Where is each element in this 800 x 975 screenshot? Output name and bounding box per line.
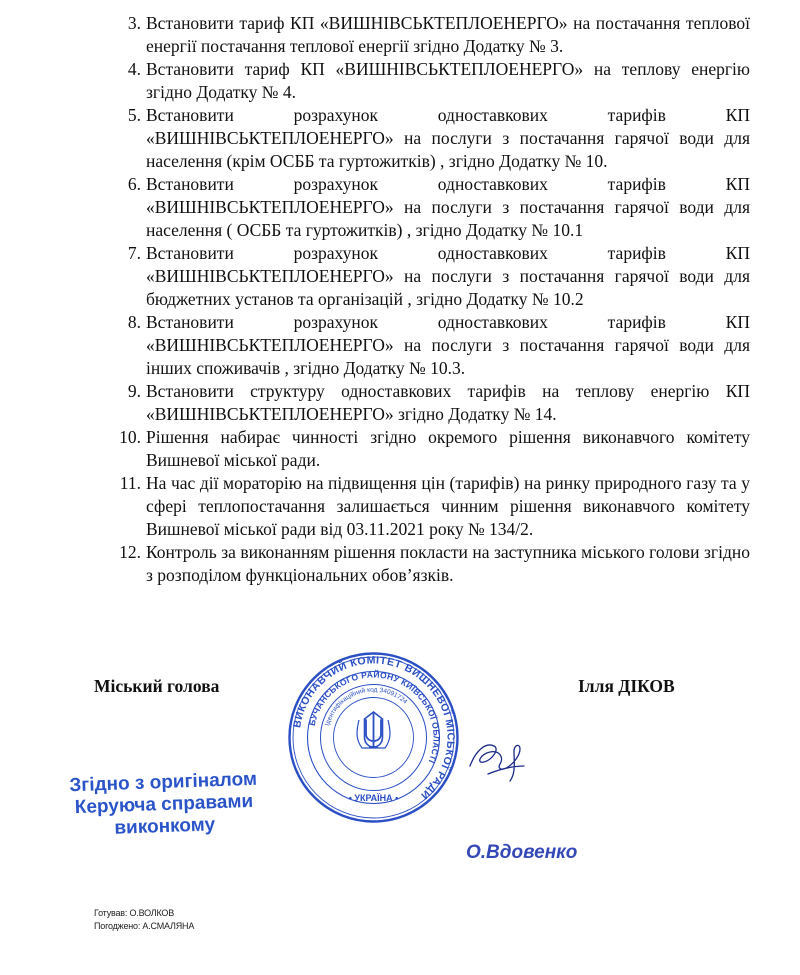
item-text: На час дії мораторію на підвищення цін (тарифів) на ринку природного газу та у сфері теплопостачання залишається чинним рішення виконавчого комітету Вишневої міської ради від 03.11.2021 року № 134/2.	[146, 473, 750, 539]
list-item	[110, 311, 750, 380]
signatory-role: Міський голова	[94, 676, 220, 696]
item-number: 12.	[119, 542, 141, 562]
list-item	[110, 58, 750, 104]
item-text: Контроль за виконанням рішення покласти на заступника міського голови згідно з розподілом функціональних обов’язків.	[146, 542, 750, 585]
item-text: Встановити розрахунок одноставкових тарифів КП «ВИШНІВСЬКТЕПЛОЕНЕРГО» на послуги з постачання гарячої води для населення (крім ОСББ та гуртожитків) , згідно Додатку № 10.	[146, 105, 750, 171]
seal-bottom-text: • УКРАЇНА •	[348, 793, 399, 803]
item-number: 7.	[127, 243, 141, 263]
item-text: Встановити розрахунок одноставкових тарифів КП «ВИШНІВСЬКТЕПЛОЕНЕРГО» на послуги з постачання гарячої води для бюджетних установ та організацій , згідно Додатку № 10.2	[146, 243, 750, 309]
agreed-by: Погоджено: А.СМАЛЯНА	[94, 921, 195, 931]
certifier-name: О.Вдовенко	[466, 842, 578, 863]
prepared-by: Готував: О.ВОЛКОВ	[94, 908, 175, 918]
list-item	[110, 242, 750, 311]
seal-outer-text: ВИКОНАВЧИЙ КОМІТЕТ ВИШНЕВОЇ МІСЬКОЇ РАДИ	[291, 654, 457, 802]
list-item	[110, 426, 750, 472]
list-item	[110, 173, 750, 242]
signatory-name: Ілля ДІКОВ	[578, 676, 675, 696]
list-item	[110, 472, 750, 541]
list-item	[110, 380, 750, 426]
certified-copy-stamp	[63, 769, 265, 842]
item-number: 9.	[127, 381, 141, 401]
tryzub-icon	[357, 712, 390, 748]
item-text: Встановити тариф КП «ВИШНІВСЬКТЕПЛОЕНЕРГО» на постачання теплової енергії постачання теплової енергії згідно Додатку № 3.	[146, 13, 750, 56]
footer-notes	[94, 907, 194, 933]
numbered-list	[110, 12, 750, 587]
copy-stamp-line: Керуюча справами	[74, 790, 254, 819]
list-item	[110, 541, 750, 587]
list-item	[110, 12, 750, 58]
item-number: 10.	[119, 427, 141, 447]
item-number: 6.	[127, 174, 141, 194]
item-text: Встановити структуру одноставкових тарифів на теплову енергію КП «ВИШНІВСЬКТЕПЛОЕНЕРГО» згідно Додатку № 14.	[146, 381, 750, 424]
item-number: 5.	[127, 105, 141, 125]
copy-stamp-line: Згідно з оригіналом	[69, 768, 258, 797]
list-item	[110, 104, 750, 173]
seal-inner-text: Ідентифікаційний код 34091724	[324, 686, 409, 727]
item-number: 4.	[127, 59, 141, 79]
item-text: Встановити розрахунок одноставкових тарифів КП «ВИШНІВСЬКТЕПЛОЕНЕРГО» на послуги з постачання гарячої води для інших споживачів , згідно Додатку № 10.3.	[146, 312, 750, 378]
item-text: Встановити тариф КП «ВИШНІВСЬКТЕПЛОЕНЕРГО» на теплову енергію згідно Додатку № 4.	[146, 59, 750, 102]
item-number: 3.	[127, 13, 141, 33]
item-text: Рішення набирає чинності згідно окремого рішення виконавчого комітету Вишневої міської ради.	[146, 427, 750, 470]
seal-graphic	[286, 650, 461, 825]
item-number: 8.	[127, 312, 141, 332]
handwritten-signature	[460, 722, 540, 792]
item-text: Встановити розрахунок одноставкових тарифів КП «ВИШНІВСЬКТЕПЛОЕНЕРГО» на послуги з постачання гарячої води для населення ( ОСББ та гуртожитків) , згідно Додатку № 10.1	[146, 174, 750, 240]
copy-stamp-line: виконкому	[114, 814, 216, 839]
item-number: 11.	[119, 473, 141, 493]
official-seal	[286, 650, 461, 825]
seal-middle-text: БУЧАНСЬКОГО РАЙОНУ КИЇВСЬКОЇ ОБЛАСТІ	[306, 669, 442, 765]
